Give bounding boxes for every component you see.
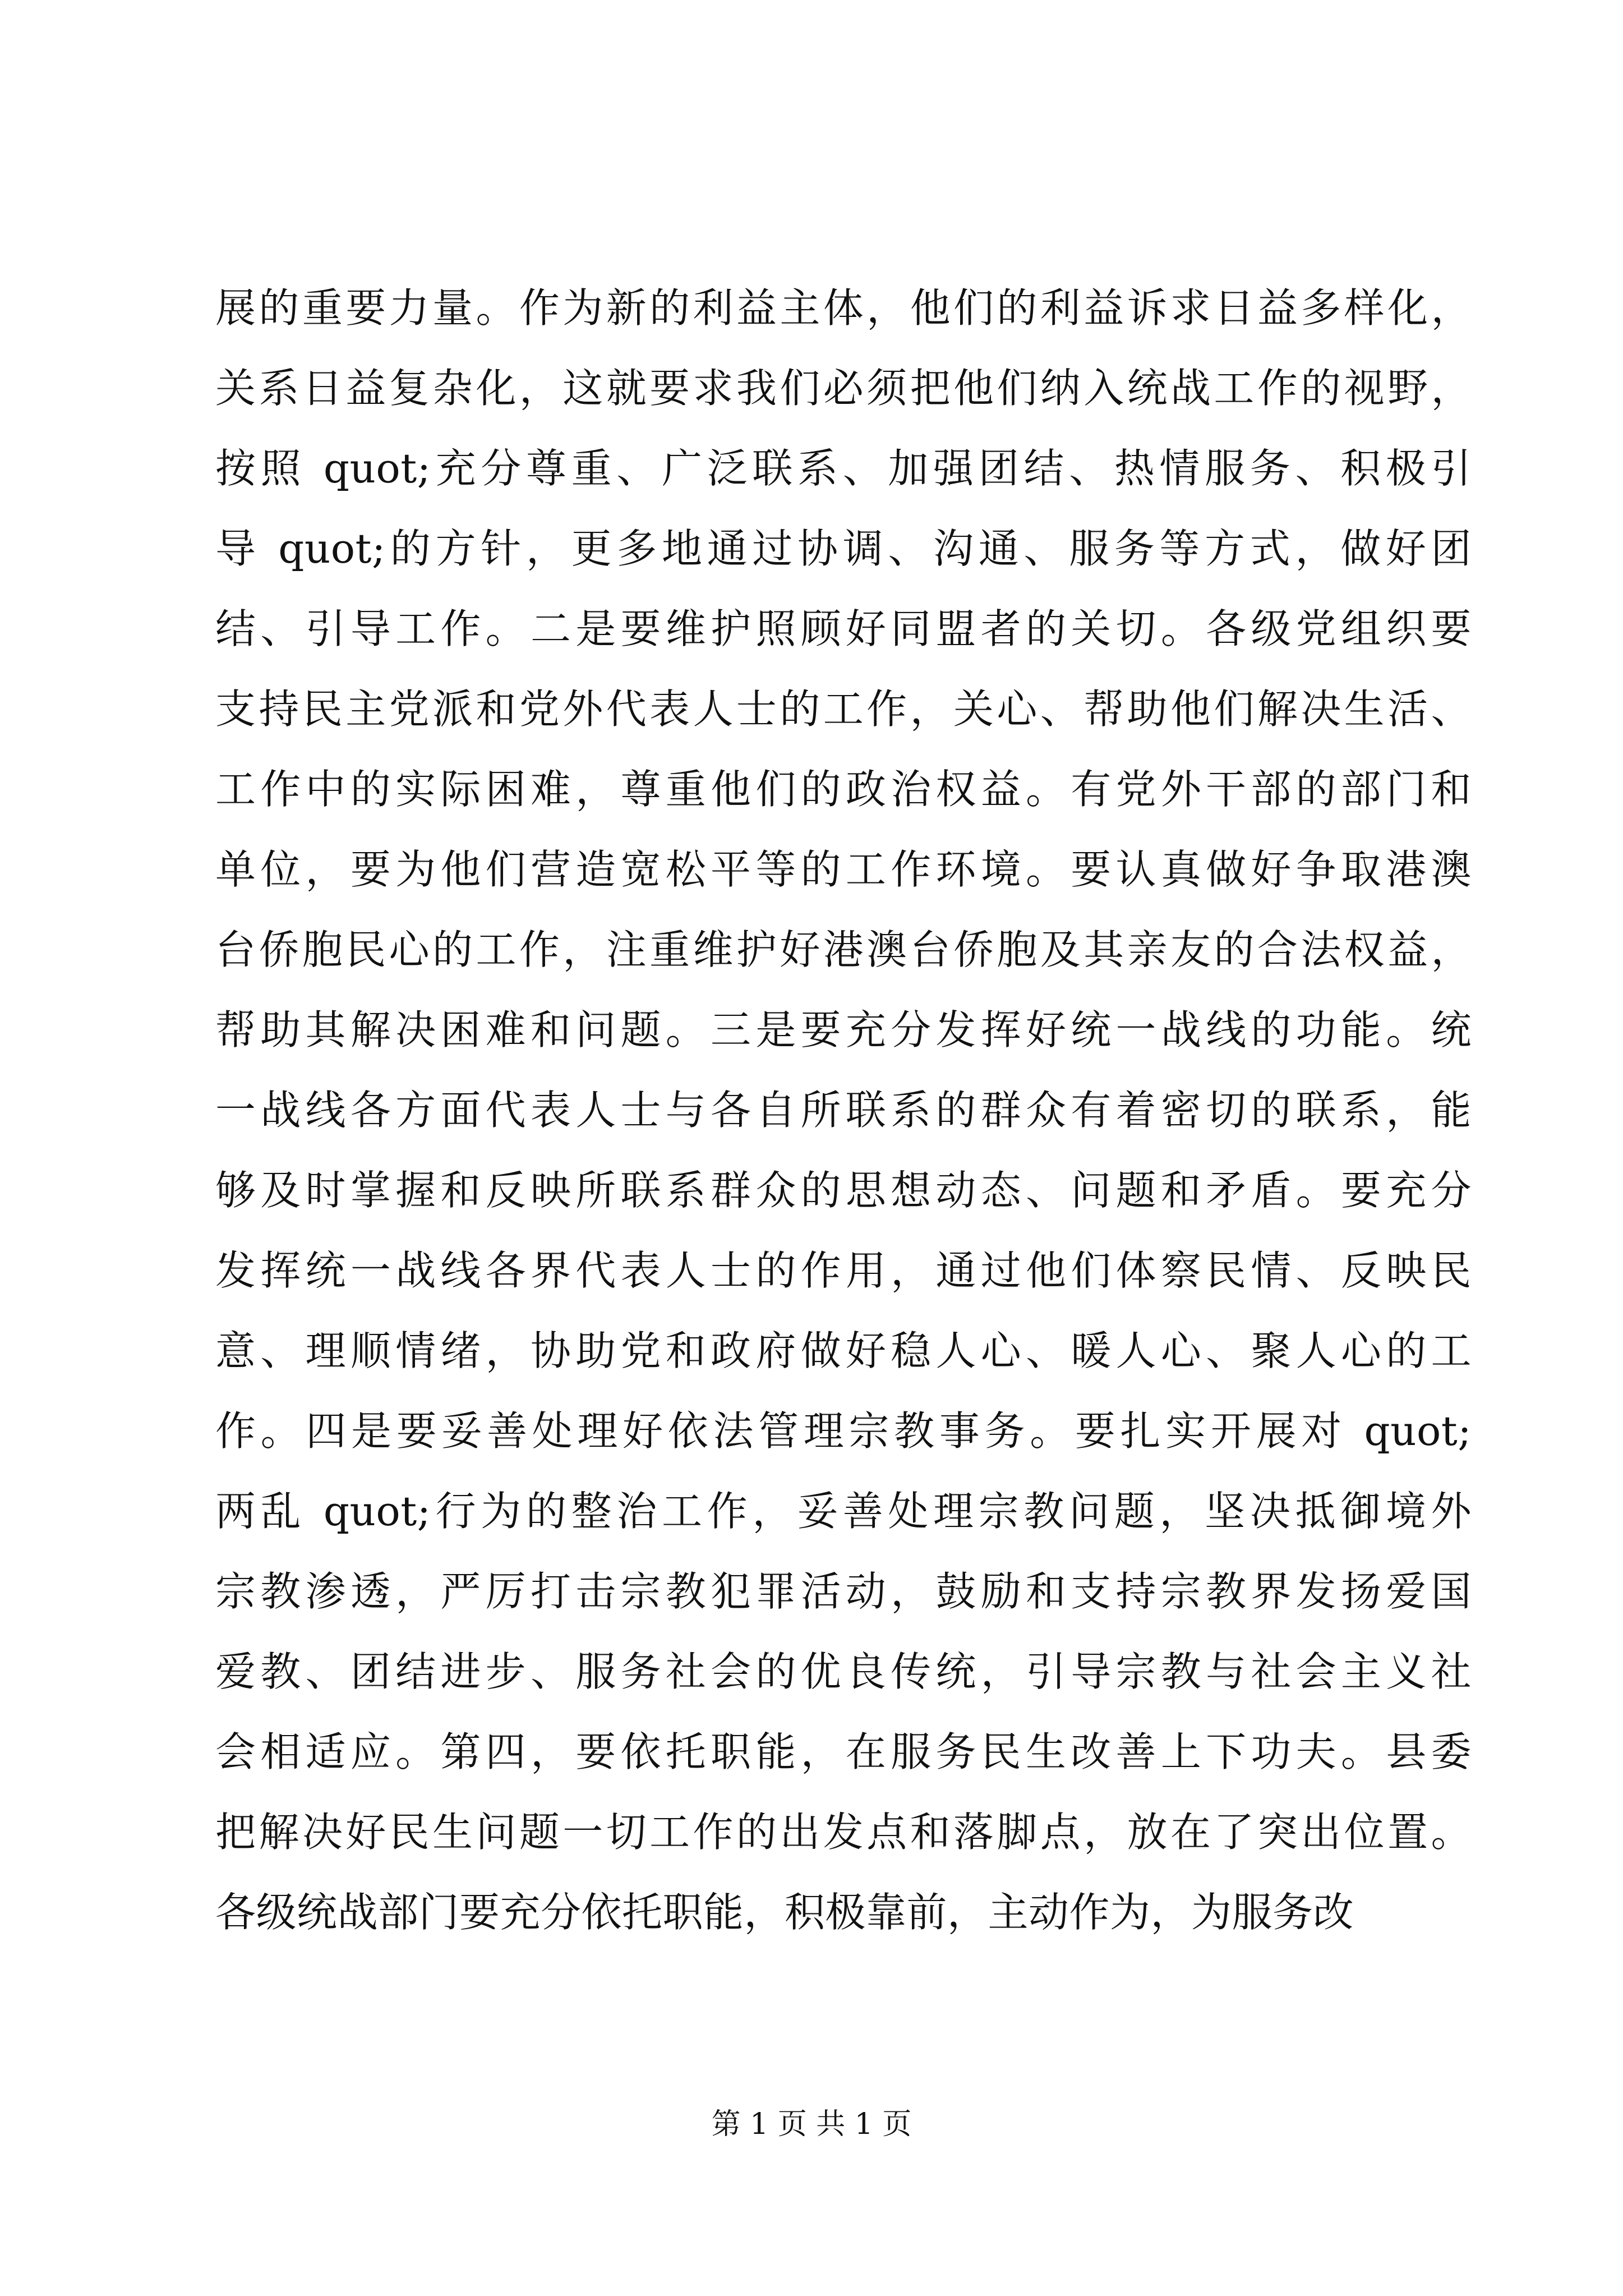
text-line: 台侨胞民心的工作，注重维护好港澳台侨胞及其亲友的合法权益， <box>215 926 1472 973</box>
text-line: 够及时掌握和反映所联系群众的思想动态、问题和矛盾。要充分 <box>215 1167 1472 1214</box>
text-line: 帮助其解决困难和问题。三是要充分发挥好统一战线的功能。统 <box>215 1006 1472 1053</box>
text-line: 意、理顺情绪，协助党和政府做好稳人心、暖人心、聚人心的工 <box>215 1327 1472 1374</box>
page-footer <box>0 2105 1623 2144</box>
page-number-label: 第 1 页 共 1 页 <box>711 2108 912 2141</box>
text-line: 工作中的实际困难，尊重他们的政治权益。有党外干部的部门和 <box>215 766 1472 813</box>
text-line: 单位，要为他们营造宽松平等的工作环境。要认真做好争取港澳 <box>215 846 1472 893</box>
text-line: 一战线各方面代表人士与各自所联系的群众有着密切的联系，能 <box>215 1087 1472 1134</box>
text-line: 发挥统一战线各界代表人士的作用，通过他们体察民情、反映民 <box>215 1247 1472 1294</box>
text-line: 作。四是要妥善处理好依法管理宗教事务。要扎实开展对 quot; <box>215 1407 1472 1455</box>
text-line: 宗教渗透，严厉打击宗教犯罪活动，鼓励和支持宗教界发扬爱国 <box>215 1568 1472 1615</box>
text-line: 两乱 quot;行为的整治工作，妥善处理宗教问题，坚决抵御境外 <box>215 1488 1472 1535</box>
text-line: 支持民主党派和党外代表人士的工作，关心、帮助他们解决生活、 <box>215 685 1472 733</box>
text-line: 按照 quot;充分尊重、广泛联系、加强团结、热情服务、积极引 <box>215 445 1472 492</box>
text-line: 各级统战部门要充分依托职能，积极靠前，主动作为，为服务改 <box>215 1889 1354 1936</box>
text-line: 把解决好民生问题一切工作的出发点和落脚点，放在了突出位置。 <box>215 1809 1472 1856</box>
body-text <box>215 268 1472 1953</box>
text-line: 展的重要力量。作为新的利益主体，他们的利益诉求日益多样化， <box>215 284 1472 332</box>
text-line: 会相适应。第四，要依托职能，在服务民生改善上下功夫。县委 <box>215 1728 1472 1775</box>
text-line: 关系日益复杂化，这就要求我们必须把他们纳入统战工作的视野， <box>215 365 1472 412</box>
text-line: 结、引导工作。二是要维护照顾好同盟者的关切。各级党组织要 <box>215 605 1472 652</box>
text-line: 导 quot;的方针，更多地通过协调、沟通、服务等方式，做好团 <box>215 525 1472 572</box>
text-line: 爱教、团结进步、服务社会的优良传统，引导宗教与社会主义社 <box>215 1648 1472 1695</box>
